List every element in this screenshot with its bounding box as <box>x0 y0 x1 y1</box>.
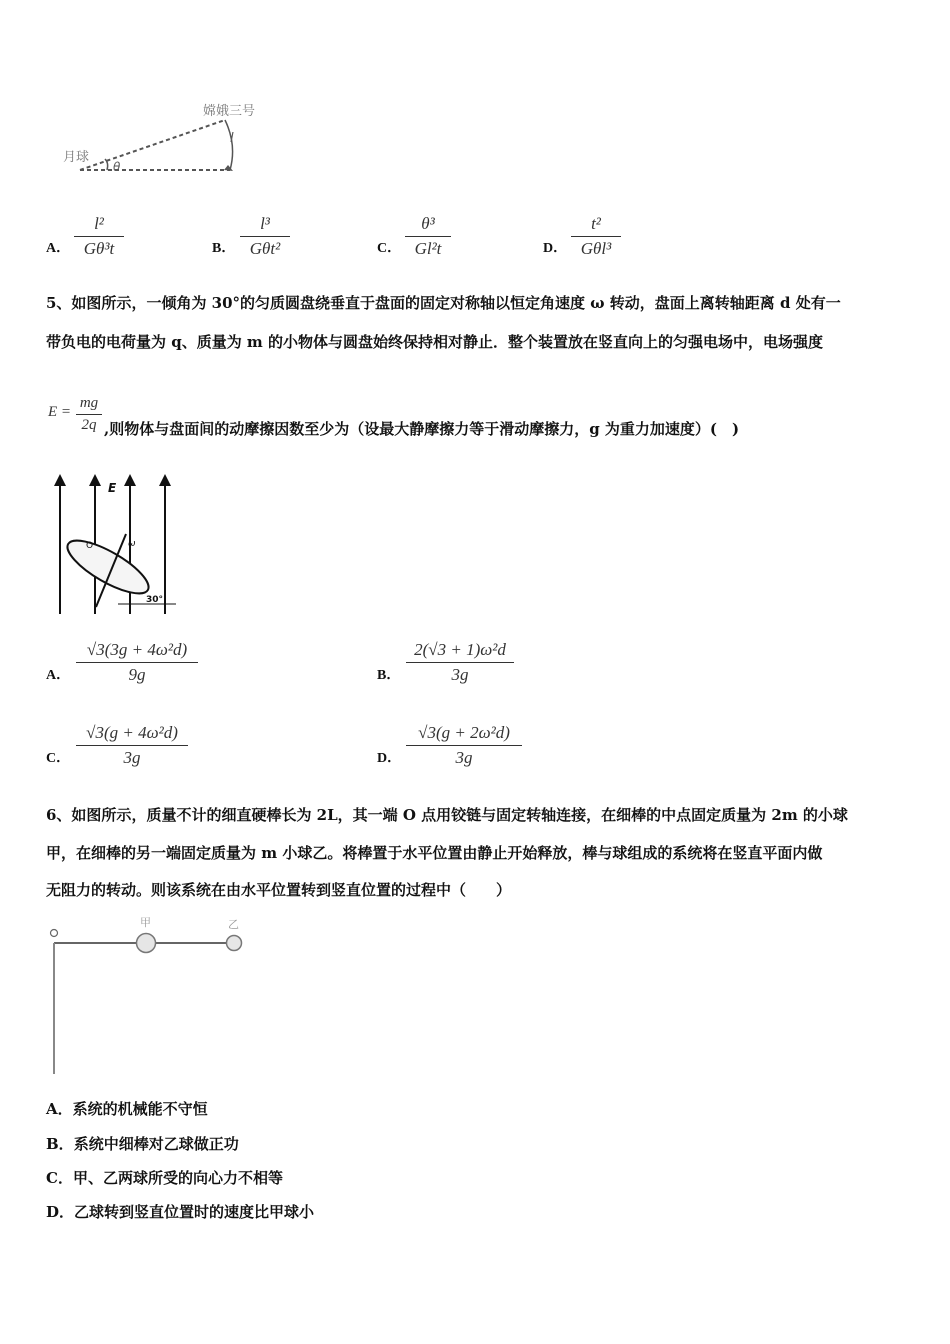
q5-option-b-label[interactable]: B． <box>377 668 401 683</box>
q5-formula-den: 2q <box>81 417 97 433</box>
q5-field-label: E <box>108 481 117 495</box>
q5-option-b-den: 3g <box>451 665 469 684</box>
q5-line-1: 5、如图所示，一倾角为 30°的匀质圆盘绕垂直于盘面的固定对称轴以恒定角速度 ω 转动，盘面上离转轴距离 d 处有一 <box>46 294 841 312</box>
q4-option-d-formula <box>571 214 621 259</box>
q5-formula-fraction <box>76 395 102 434</box>
q5-option-c-den: 3g <box>123 748 141 767</box>
q5-line-3: ,则物体与盘面间的动摩擦因数至少为（设最大静摩擦力等于滑动摩擦力，g 为重力加速度）( ) <box>104 420 740 438</box>
q5-angle-label: 30° <box>146 595 164 605</box>
q4-angle-symbol: θ <box>113 160 121 174</box>
q4-option-a-formula <box>74 214 124 259</box>
q5-formula-num: mg <box>79 395 99 411</box>
q4-option-b-label[interactable]: B． <box>212 241 236 256</box>
q6-pivot-label: O <box>49 927 50 928</box>
q6-option-c-text: 甲、乙两球所受的向心力不相等 <box>72 1169 283 1187</box>
q6-option-c[interactable] <box>46 1167 283 1188</box>
q5-formula-lhs: E = <box>48 404 72 420</box>
q5-option-d-label[interactable]: D． <box>377 751 402 766</box>
q4-option-a-den: Gθ³t <box>83 239 115 258</box>
q5-option-c-formula <box>76 723 188 768</box>
q5-option-d-den: 3g <box>455 748 473 767</box>
q4-option-c-num: θ³ <box>421 214 435 233</box>
q6-option-b-text: 系统中细棒对乙球做正功 <box>73 1135 239 1153</box>
q4-option-b-den: Gθt² <box>249 239 281 258</box>
q4-moon-label: 月球 <box>63 150 90 165</box>
q6-option-d-text: 乙球转到竖直位置时的速度比甲球小 <box>74 1203 315 1221</box>
q5-option-a-label[interactable]: A． <box>46 668 71 683</box>
q5-option-a-formula <box>76 640 198 685</box>
q4-option-d-label[interactable]: D． <box>543 241 568 256</box>
q4-option-a-num: l² <box>94 214 104 233</box>
q6-option-b[interactable] <box>46 1133 239 1154</box>
q5-option-b-formula <box>406 640 514 685</box>
q5-disk-label: O <box>86 541 94 551</box>
q4-option-b-formula <box>240 214 290 259</box>
q5-option-d-formula <box>406 723 522 768</box>
q6-option-a-label: A． <box>46 1100 73 1118</box>
q6-option-b-label: B． <box>46 1135 74 1153</box>
q6-ball1-label: 甲 <box>140 916 151 929</box>
q4-option-c-formula <box>405 214 451 259</box>
q6-option-d[interactable] <box>46 1201 314 1222</box>
q6-option-a-text: 系统的机械能不守恒 <box>72 1100 208 1118</box>
q5-option-b-num: 2(√3 + 1)ω²d <box>414 640 506 659</box>
q4-option-d-num: t² <box>591 214 601 233</box>
q6-line-2: 甲，在细棒的另一端固定质量为 m 小球乙。将棒置于水平位置由静止开始释放，棒与球组成的系统将在竖直平面内做 <box>46 844 823 862</box>
q5-option-c-label[interactable]: C． <box>46 751 71 766</box>
q6-line-3: 无阻力的转动。则该系统在由水平位置转到竖直位置的过程中（ ） <box>46 881 512 899</box>
q5-option-c-num: √3(g + 4ω²d) <box>86 723 178 742</box>
q4-option-c-den: Gl²t <box>414 239 442 258</box>
q4-option-b-num: l³ <box>260 214 270 233</box>
q6-line-1: 6、如图所示，质量不计的细直硬棒长为 2L，其一端 O 点用铰链与固定转轴连接，在细棒的中点固定质量为 2m 的小球 <box>46 806 848 824</box>
q5-omega-label: ω <box>128 539 136 549</box>
q6-option-a[interactable] <box>46 1098 208 1119</box>
q4-satellite-label: 嫦娥三号 <box>203 104 256 119</box>
q4-option-d-den: Gθl³ <box>580 239 612 258</box>
q4-figure <box>55 95 285 185</box>
q5-option-d-num: √3(g + 2ω²d) <box>418 723 510 742</box>
q4-option-a-label[interactable]: A． <box>46 241 71 256</box>
q5-option-a-num: √3(3g + 4ω²d) <box>86 640 188 659</box>
q6-option-d-label: D． <box>46 1203 75 1221</box>
q6-figure <box>44 912 254 1077</box>
q5-line-2: 带负电的电荷量为 q、质量为 m 的小物体与圆盘始终保持相对静止．整个装置放在竖直向上的匀强电场中，电场强度 <box>46 333 824 351</box>
q5-figure <box>48 474 183 619</box>
q4-option-c-label[interactable]: C． <box>377 241 402 256</box>
q6-option-c-label: C． <box>46 1169 73 1187</box>
q5-option-a-den: 9g <box>128 665 146 684</box>
q4-length-symbol: l <box>230 131 234 146</box>
q6-ball2-label: 乙 <box>228 918 239 931</box>
